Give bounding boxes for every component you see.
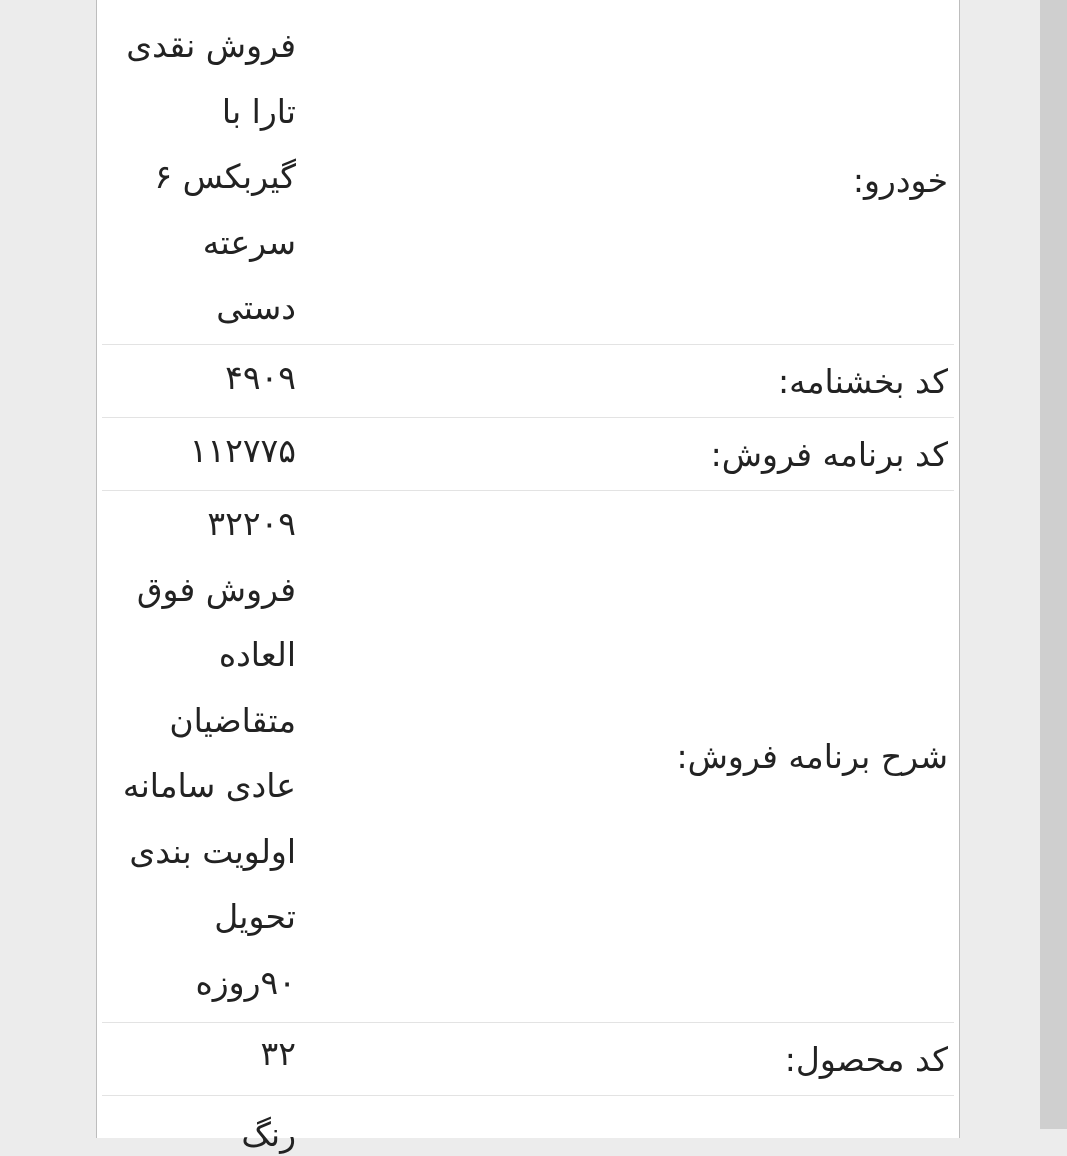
detail-row-product-code xyxy=(102,1023,954,1096)
circular-code-label: کد بخشنامه: xyxy=(778,362,948,401)
vehicle-label: خودرو: xyxy=(852,161,948,200)
detail-row-sale-plan-description xyxy=(102,491,954,1023)
color-value: رنگ xyxy=(241,1115,296,1154)
detail-row-sale-plan-code xyxy=(102,418,954,491)
product-code-value: ۳۲ xyxy=(260,1034,296,1073)
detail-row-color xyxy=(102,1096,954,1156)
scrollbar-track[interactable] xyxy=(1040,0,1067,1129)
sale-plan-description-value: ۳۲۲۰۹ فروش فوق العاده متقاضیان عادی سامانه اولویت بندی تحویل ۹۰روزه xyxy=(122,504,296,1002)
circular-code-value: ۴۹۰۹ xyxy=(225,358,296,397)
detail-row-vehicle xyxy=(102,0,954,345)
vehicle-value: فروش نقدی تارا با گیربکس ۶ سرعته دستی xyxy=(126,26,296,327)
detail-row-circular-code xyxy=(102,345,954,418)
sale-plan-code-value: ۱۱۲۷۷۵ xyxy=(189,431,296,470)
sale-plan-description-label: شرح برنامه فروش: xyxy=(676,737,948,776)
order-details-card xyxy=(96,0,960,1154)
sale-plan-code-label: کد برنامه فروش: xyxy=(710,435,948,474)
product-code-label: کد محصول: xyxy=(784,1040,948,1079)
